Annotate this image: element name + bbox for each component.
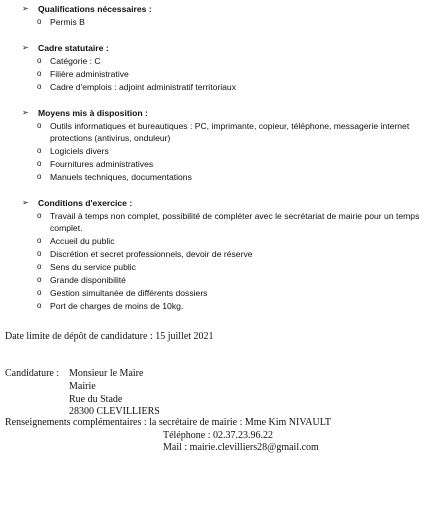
list-item: Accueil du public [50,236,115,246]
list-item: Grande disponibilité [50,275,126,285]
candidature-label: Candidature : [5,368,60,379]
circle-bullet-icon: o [37,146,42,155]
arrow-bullet-icon: ➢ [22,108,29,117]
circle-bullet-icon: o [37,56,42,65]
list-item: Manuels techniques, documentations [50,172,192,182]
section-title: Conditions d'exercice : [38,198,133,208]
list-item-continuation: complet. [50,223,83,233]
list-item: Gestion simultanée de différents dossiers [50,288,208,298]
section-title: Moyens mis à disposition : [38,108,148,118]
deadline-text: Date limite de dépôt de candidature : 15 juillet 2021 [5,331,214,342]
list-item: Discrétion et secret professionnels, devoir de réserve [50,249,253,259]
list-item: Port de charges de moins de 10kg. [50,301,184,311]
contact-line: Renseignements complémentaires : la secrétaire de mairie : Mme Kim NIVAULT [5,417,332,428]
address-line: Rue du Stade [69,394,123,405]
list-item: Sens du service public [50,262,136,272]
circle-bullet-icon: o [37,172,42,181]
circle-bullet-icon: o [37,17,42,26]
address-line: 28300 CLEVILLIERS [69,406,160,417]
list-item: Permis B [50,17,85,27]
circle-bullet-icon: o [37,159,42,168]
circle-bullet-icon: o [37,82,42,91]
circle-bullet-icon: o [37,288,42,297]
list-item: Catégorie : C [50,56,101,66]
list-item: Travail à temps non complet, possibilité de compléter avec le secrétariat de mairie pour un temps [50,211,420,221]
section-title: Cadre statutaire : [38,43,109,53]
list-item: Outils informatiques et bureautiques : PC, imprimante, copieur, téléphone, messagerie internet [50,121,410,131]
list-item: Filière administrative [50,69,129,79]
section-title: Qualifications nécessaires : [38,4,152,14]
list-item-continuation: protections (antivirus, onduleur) [50,133,171,143]
circle-bullet-icon: o [37,121,42,130]
arrow-bullet-icon: ➢ [22,198,29,207]
arrow-bullet-icon: ➢ [22,4,29,13]
circle-bullet-icon: o [37,211,42,220]
circle-bullet-icon: o [37,249,42,258]
circle-bullet-icon: o [37,236,42,245]
arrow-bullet-icon: ➢ [22,43,29,52]
address-line: Monsieur le Maire [69,368,144,379]
list-item: Cadre d'emplois : adjoint administratif territoriaux [50,82,237,92]
circle-bullet-icon: o [37,262,42,271]
circle-bullet-icon: o [37,275,42,284]
circle-bullet-icon: o [37,69,42,78]
address-line: Mairie [69,381,96,392]
mail-line: Mail : mairie.clevilliers28@gmail.com [163,442,319,453]
phone-line: Téléphone : 02.37.23.96.22 [163,430,273,441]
list-item: Logiciels divers [50,146,109,156]
list-item: Fournitures administratives [50,159,154,169]
circle-bullet-icon: o [37,301,42,310]
